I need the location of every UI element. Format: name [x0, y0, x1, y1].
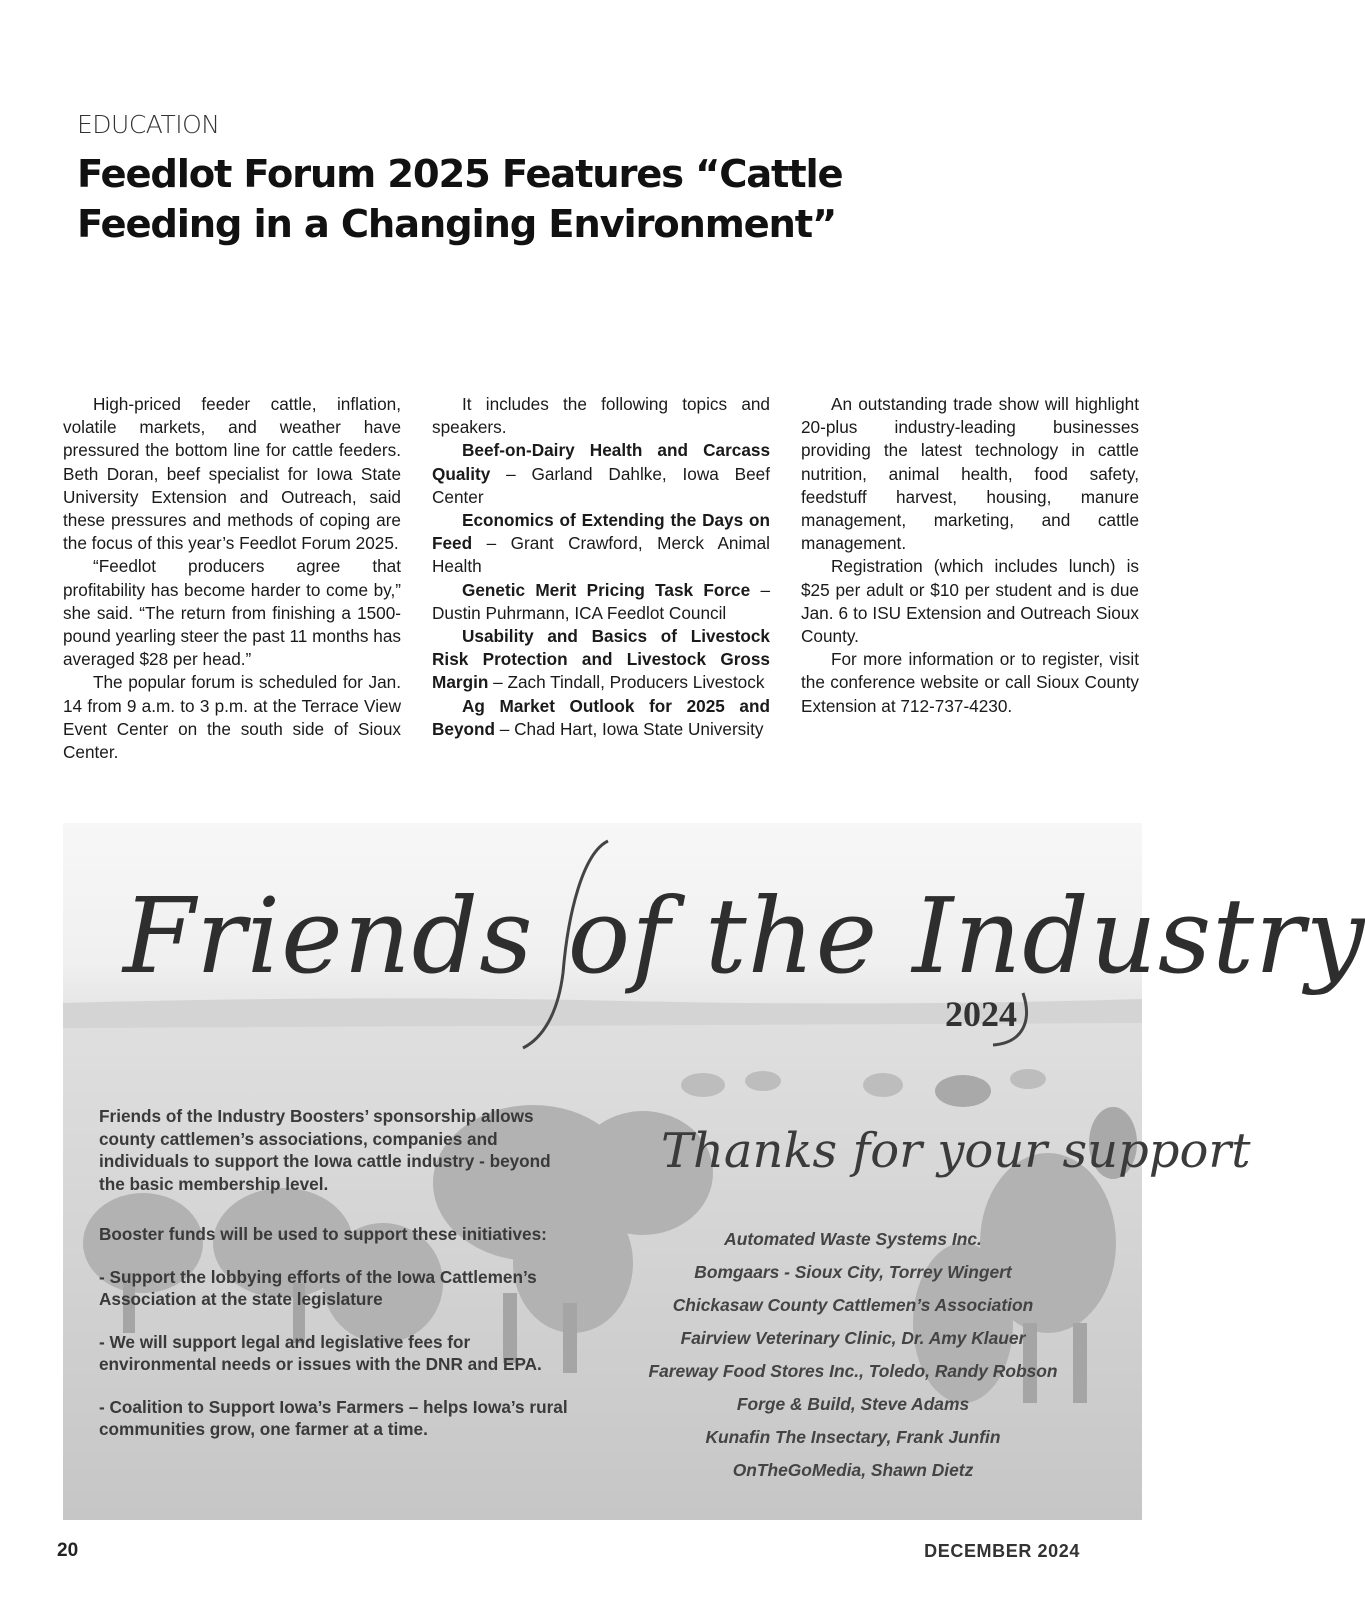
topic-speaker: – Dustin Puhrmann, ICA Feedlot Council — [432, 579, 771, 623]
article-paragraph: High-priced feeder cattle, inflation, volatile markets, and weather have pressured the bottom line for cattle feeders. Beth Doran, beef specialist for Iowa State University Extension and Outreach, said these pressures and methods of coping are the focus of this year’s Feedlot Forum 2025. — [63, 394, 401, 554]
headline: Feedlot Forum 2025 Features “Cattle Feeding in a Changing Environment” — [77, 152, 843, 247]
topic-title: Genetic Merit Pricing Task Force — [462, 579, 751, 600]
article-column-2 — [432, 393, 770, 741]
booster-intro: Friends of the Industry Boosters’ sponsorship allows county cattlemen’s associations, companies and individuals to support the Iowa cattle industry - beyond the basic membership level. — [99, 1106, 551, 1194]
sponsor-item: Automated Waste Systems Inc. — [724, 1229, 982, 1249]
sponsor-item: Bomgaars - Sioux City, Torrey Wingert — [694, 1262, 1012, 1282]
sponsor-list — [603, 1223, 1103, 1487]
topic-title: Beef-on-Dairy Health and Carcass Quality — [432, 440, 770, 484]
sponsor-item: OnTheGoMedia, Shawn Dietz — [732, 1460, 974, 1480]
booster-info — [99, 1105, 569, 1461]
article-column-3 — [801, 393, 1139, 718]
sponsor-item: Forge & Build, Steve Adams — [736, 1394, 970, 1414]
topic-item — [432, 695, 770, 741]
ad-year: 2024 — [945, 994, 1017, 1034]
sponsor-item: Kunafin The Insectary, Frank Junfin — [705, 1427, 1001, 1447]
issue-date: DECEMBER 2024 — [924, 1541, 1080, 1561]
topic-title: Usability and Basics of Livestock Risk Protection and Livestock Gross Margin — [432, 626, 770, 693]
sponsor-item: Chickasaw County Cattlemen’s Association — [672, 1295, 1034, 1315]
topic-speaker: – Zach Tindall, Producers Livestock — [488, 672, 765, 693]
topic-title: Ag Market Outlook for 2025 and Beyond — [432, 695, 770, 739]
initiative-item: - Support the lobbying efforts of the Iowa Cattlemen’s Association at the state legislature — [99, 1266, 537, 1309]
section-label: EDUCATION — [77, 110, 220, 139]
article-paragraph: “Feedlot producers agree that profitability has become harder to come by,” she said. “The return from finishing a 1500-pound yearling steer the past 11 months has averaged $28 per head.” — [63, 556, 401, 670]
friends-of-industry-ad — [63, 823, 1365, 1520]
topic-speaker: – Garland Dahlke, Iowa Beef Center — [432, 463, 770, 507]
page-number: 20 — [57, 1540, 79, 1561]
article-paragraph: For more information or to register, visit the conference website or call Sioux County Extension at 712-737-4230. — [801, 649, 1139, 716]
sponsor-item: Fareway Food Stores Inc., Toledo, Randy Robson — [648, 1361, 1058, 1381]
initiative-item: - We will support legal and legislative fees for environmental needs or issues with the DNR and EPA. — [99, 1331, 542, 1374]
article-column-1 — [63, 393, 401, 764]
booster-funds: Booster funds will be used to support these initiatives: — [99, 1224, 547, 1244]
topics-intro: It includes the following topics and speakers. — [432, 394, 770, 438]
topic-item — [432, 509, 770, 579]
ad-title: Friends of the Industry — [123, 875, 1365, 997]
article-paragraph: The popular forum is scheduled for Jan. 14 from 9 a.m. to 3 p.m. at the Terrace View Event Center on the south side of Sioux Center. — [63, 672, 401, 763]
initiative-item: - Coalition to Support Iowa’s Farmers – helps Iowa’s rural communities grow, one farmer at a time. — [99, 1396, 568, 1439]
thanks-heading: Thanks for your support — [661, 1123, 1251, 1179]
topic-item — [432, 625, 770, 695]
sponsor-item: Fairview Veterinary Clinic, Dr. Amy Klauer — [680, 1328, 1026, 1348]
topic-speaker: – Grant Crawford, Merck Animal Health — [432, 533, 770, 577]
article-paragraph: Registration (which includes lunch) is $25 per adult or $10 per student and is due Jan. 6 to ISU Extension and Outreach Sioux County. — [801, 556, 1139, 647]
topic-title: Economics of Extending the Days on Feed — [432, 510, 770, 554]
topic-speaker: – Chad Hart, Iowa State University — [495, 718, 764, 739]
topic-item — [432, 579, 770, 625]
article-paragraph: An outstanding trade show will highlight 20-plus industry-leading businesses providing the latest technology in cattle nutrition, animal health, food safety, feedstuff harvest, housing, manure management, marketing, and cattle management. — [801, 394, 1139, 554]
topic-item — [432, 439, 770, 509]
